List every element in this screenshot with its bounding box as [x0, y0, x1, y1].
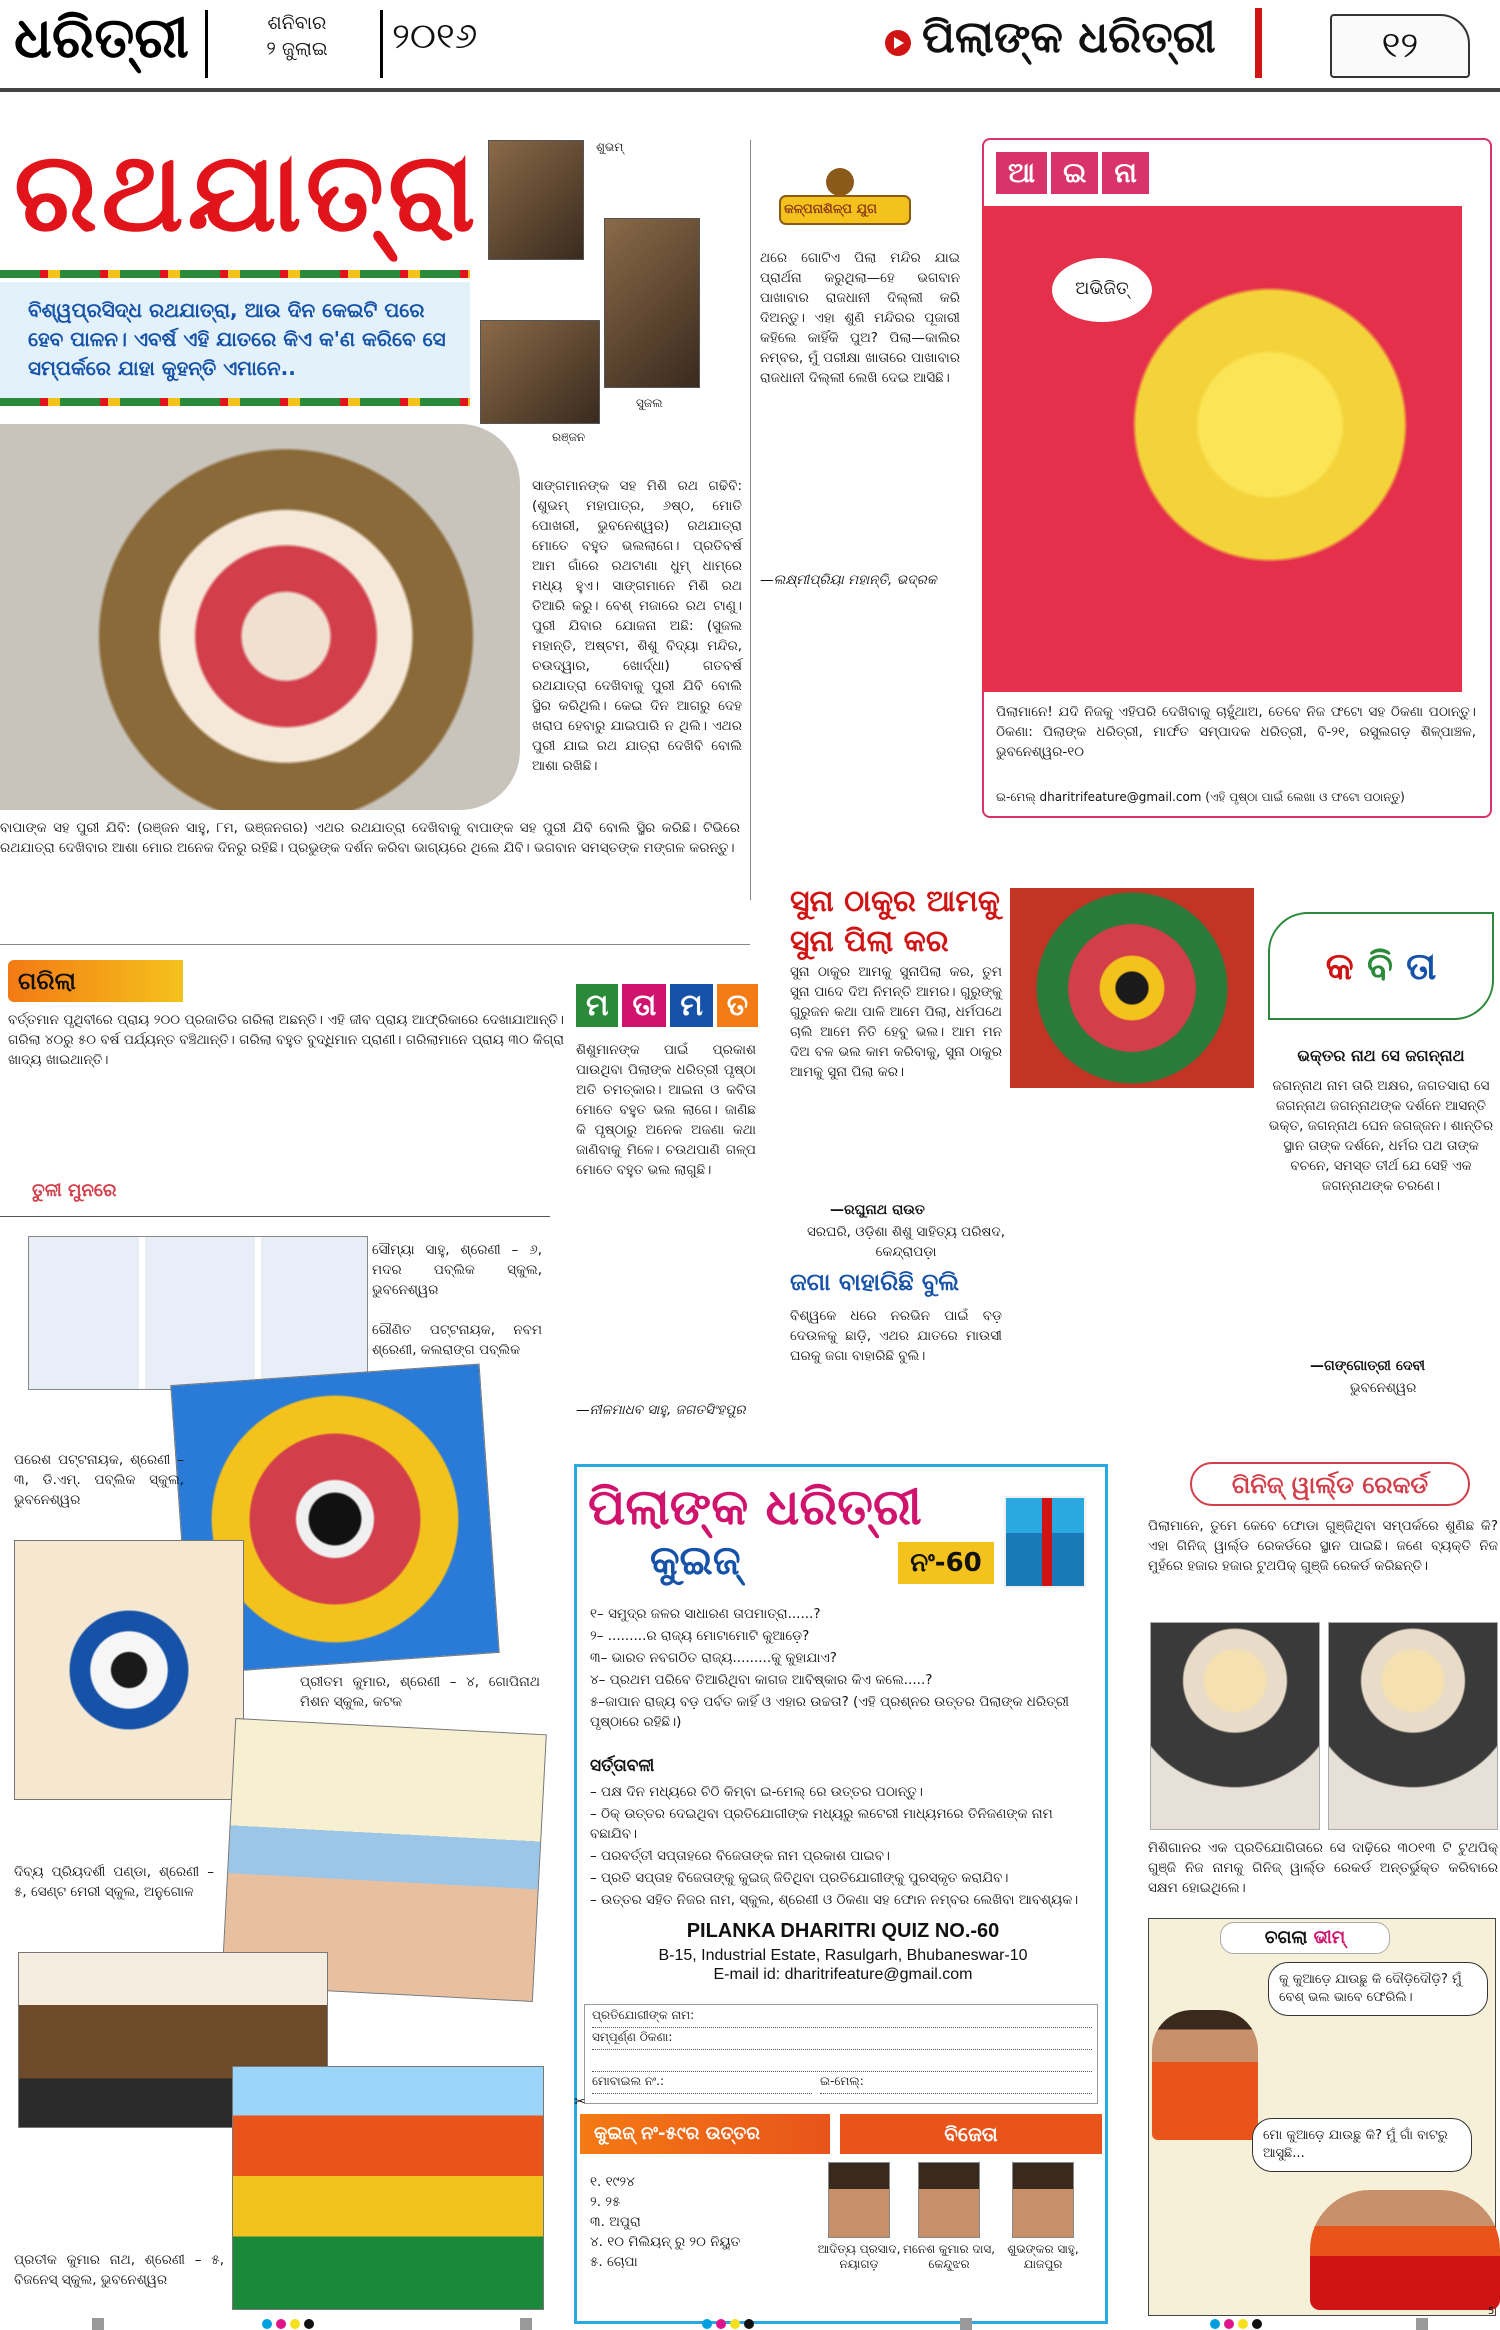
winner-heading: ବିଜେତା [840, 2114, 1102, 2154]
kabita-author-address: ଭୁବନେଶ୍ୱର [1350, 1380, 1417, 1396]
child-photo-ranjan [480, 320, 600, 424]
color-dot [276, 2319, 286, 2329]
jagannath-photo [1010, 888, 1254, 1088]
rath-photo [0, 424, 520, 810]
quiz-address-line: B-15, Industrial Estate, Rasulgarh, Bhubaneswar-10 [658, 1947, 1028, 1964]
matamata-letter: ତ [717, 984, 758, 1027]
photo-label: ଶୁଭମ୍ [596, 140, 624, 154]
aaina-child-name: ଅଭିଜିତ୍ [1052, 258, 1152, 322]
form-row-mobile[interactable]: ମୋବାଇଲ ନଂ.: [592, 2074, 812, 2094]
rathajatra-title: ରଥଯାତ୍ରା [14, 128, 480, 256]
guinness-text: ପିଲାମାନେ, ତୁମେ କେବେ ଫୋଡା ଗୁଞ୍ଜିଥିବା ସମ୍ପର୍କରେ ଶୁଣିଛ କି? ଏହା ଗିନିଜ୍ ୱାର୍ଲ୍ଡ ରେକର୍ଡରେ ସ୍ଥାନ ପାଇଛି। ଜଣେ ବ୍ୟକ୍ତି ନିଜ ମୁହଁରେ ହଜାର ହଜାର ଟୁଥପିକ୍ ଗୁଞ୍ଜି ରେକର୍ଡ କରିଛନ୍ତି। [1148, 1518, 1498, 1574]
paper-name: ଧରିତ୍ରୀ [14, 6, 189, 71]
speech-bubble: ମୋ କୁଆଡ଼େ ଯାଉଛୁ କି? ମୁଁ ଗାଁ ବାଟରୁ ଆସୁଛି... [1252, 2118, 1472, 2172]
quiz-subtitle: କୁଇଜ୍ [650, 1538, 741, 1584]
kabita-poem: ଜଗନ୍ନାଥ ନାମ ତାରି ଅକ୍ଷର, ଜଗତସାରା ସେ ଜଗନ୍ନାଥ ଜଗନ୍ନାଥଙ୍କ ଦର୍ଶନେ ଆସନ୍ତି ଭକ୍ତ, ଜଗନ୍ନାଥ ଘେନ ଜଗଜ୍ଜନ। ଶାନ୍ତିର ସ୍ଥାନ ତାଙ୍କ ଦର୍ଶନେ, ଧର୍ମର ପଥ ତାଙ୍କ ବଚନେ, ସମସ୍ତ ତୀର୍ଥ ଯେ ସେହି ଏକ ଜଗନ୍ନାଥଙ୍କ ଚରଣେ। [1268, 1078, 1494, 1194]
quiz-rule: – ପ୍ରତି ସପ୍ତାହ ବିଜେତାଙ୍କୁ କୁଇଜ୍ ଜିତିଥିବା ପ୍ରତିଯୋଗୀଙ୍କୁ ପୁରସ୍କୃତ କରାଯିବ। [590, 1870, 1009, 1886]
registration-mark [960, 2318, 972, 2330]
winner-photo [918, 2162, 980, 2238]
quiz-question: ୧– ସମୁଦ୍ର ଜଳର ସାଧାରଣ ତାପମାତ୍ରା......? [590, 1606, 821, 1622]
masthead-day-date [222, 10, 372, 62]
matamata-credit: —ନୀଳମାଧବ ସାହୁ, ଜଗତସିଂହପୁର [576, 1402, 746, 1418]
art-credit: ପ୍ରୀତମ କୁମାର, ଶ୍ରେଣୀ – ୪, ଗୋପିନାଥ ମିଶନ ସ୍କୁଲ, କଟକ [300, 1674, 540, 1710]
winner-name: ମନେଶ କୁମାର ଦାସ, କେନ୍ଦୁଝର [902, 2242, 996, 2271]
drawing-trinity [28, 1236, 368, 1390]
garila-heading: ଗରିଲା [8, 960, 183, 1002]
suna-author: —ରଘୁନାଥ ରାଉତ [830, 1202, 925, 1218]
column-divider [750, 140, 751, 900]
aaina-email: ଇ-ମେଲ୍ dharitrifeature@gmail.com (ଏହି ପୃଷ୍ଠା ପାଇଁ ଲେଖା ଓ ଫଟୋ ପଠାନ୍ତୁ) [996, 790, 1405, 804]
guinness-text-2: ମିଶିଗାନର ଏକ ପ୍ରତିଯୋଗିତାରେ ସେ ଦାଢ଼ିରେ ୩୦୧୩ ଟି ଟୁଥପିକ୍ ଗୁଞ୍ଜି ନିଜ ନାମକୁ ଗିନିଜ୍ ୱାର୍ଲ୍ଡ ରେକର୍ଡ ଅନ୍ତର୍ଭୁକ୍ତ କରିବାରେ ସକ୍ଷମ ହୋଇଥିଲେ। [1148, 1840, 1498, 1896]
color-dot [716, 2319, 726, 2329]
quiz-rule: – ଠିକ୍ ଉତ୍ତର ଦେଇଥିବା ପ୍ରତିଯୋଗୀଙ୍କ ମଧ୍ୟରୁ ଲଟେରୀ ମାଧ୍ୟମରେ ତିନିଜଣଙ୍କ ନାମ ବଛାଯିବ। [590, 1806, 1053, 1842]
masthead-date: ୨ ଜୁଲାଇ [266, 38, 328, 60]
intro-text: ବିଶ୍ୱପ୍ରସିଦ୍ଧ ରଥଯାତ୍ରା, ଆଉ ଦିନ କେଇଟି ପରେ ହେବ ପାଳନ। ଏବର୍ଷ ଏହି ଯାତରେ କିଏ କ'ଣ କରିବେ ସେ ସମ୍ପର୍କରେ ଯାହା କୁହନ୍ତି ଏମାନେ.. [28, 298, 446, 380]
kabita-letter: କ [1325, 944, 1354, 988]
gift-icon [1004, 1496, 1086, 1588]
color-dot [1210, 2319, 1220, 2329]
kalpana-logo-text: କଳ୍ପନାଶିଳ୍ପ ଯୁଗ [784, 202, 877, 217]
color-dot [1238, 2319, 1248, 2329]
kalpana-logo [770, 158, 920, 236]
quiz-question: ୩– ଭାରତ ନବଗଠିତ ରାଜ୍ୟ.........କୁ କୁହାଯାଏ? [590, 1650, 837, 1666]
decorative-ribbon [0, 398, 470, 406]
decorative-ribbon [0, 270, 470, 278]
page-number-badge: ୧୨ [1330, 14, 1470, 78]
quiz-answer: ୫. ଚୋପା [590, 2254, 638, 2270]
kalpana-credit: —ଲକ୍ଷ୍ମୀପ୍ରିୟା ମହାନ୍ତି, ଭଦ୍ରକ [760, 572, 937, 588]
art-credit: ପ୍ରତୀକ କୁମାର ନାଥ, ଶ୍ରେଣୀ – ୫, ବିଜନେସ୍ ସ୍କୁଲ, ଭୁବନେଶ୍ୱର [14, 2252, 224, 2288]
quiz-rule: – ଉତ୍ତର ସହିତ ନିଜର ନାମ, ସ୍କୁଲ, ଶ୍ରେଣୀ ଓ ଠିକଣା ସହ ଫୋନ ନମ୍ବର ଲେଖିବା ଆବଶ୍ୟକ। [590, 1892, 1079, 1908]
play-icon [885, 30, 911, 56]
winner-photo [828, 2162, 890, 2238]
section-divider [0, 944, 750, 945]
form-row-name[interactable]: ପ୍ରତିଯୋଗୀଙ୍କ ନାମ: [592, 2008, 1092, 2028]
kabita-poem-title: ଭକ୍ତର ନାଥ ସେ ଜଗନ୍ନାଥ [1297, 1046, 1465, 1065]
section-title: ପିଲାଙ୍କ ଧରିତ୍ରୀ [922, 12, 1216, 63]
quiz-answer: ୨. ୨୫ [590, 2194, 621, 2210]
scissors-icon: ✂ [574, 2094, 586, 2110]
color-dot [1224, 2319, 1234, 2329]
suna-heading: ସୁନା ଠାକୁର ଆମକୁ ସୁନା ପିଲା କର [790, 884, 1000, 959]
rathajatra-caption: ବାପାଙ୍କ ସହ ପୁରୀ ଯିବି: (ରଞ୍ଜନ ସାହୁ, ୮ମ, ଭଞ୍ଜନଗର) ଏଥର ରଥଯାତ୍ରା ଦେଖିବାକୁ ବାପାଙ୍କ ସହ ପୁରୀ ଯିବି ବୋଲି ସ୍ଥିର କରିଛି। ଟିଭିରେ ରଥଯାତ୍ରା ଦେଖିବାର ଆଶା ମୋର ଅନେକ ଦିନରୁ ରହିଛି। ପ୍ରଭୁଙ୍କ ଦର୍ଶନ କରିବା ଭାଗ୍ୟରେ ଥିଲେ ଯିବି। ଭଗବାନ ସମସ୍ତଙ୍କ ମଙ୍ଗଳ କରନ୍ତୁ। [0, 820, 740, 856]
kabita-heading [1268, 912, 1494, 1020]
winner-photo [1012, 2162, 1074, 2238]
matamata-text: ଶିଶୁମାନଙ୍କ ପାଇଁ ପ୍ରକାଶ ପାଉଥିବା ପିଲାଙ୍କ ଧରିତ୍ରୀ ପୃଷ୍ଠା ଅତି ଚମତ୍କାର। ଆଇନା ଓ କବିତା ମୋତେ ବହୁତ ଭଲ ଲାଗେ। ଜାଣିଛ କି ପୃଷ୍ଠାରୁ ଅନେକ ଅଜଣା କଥା ଜାଣିବାକୁ ମିଳେ। ଚଉଥପାଣି ଗଳ୍ପ ମୋତେ ବହୁତ ଭଲ ଲାଗୁଛି। [576, 1042, 756, 1178]
guinness-photo-front [1150, 1622, 1320, 1830]
art-credit: ରୌଣିତ ପଟ୍ଟନାୟକ, ନବମ ଶ୍ରେଣୀ, କଲରାଙ୍ଗ ପବ୍ଲିକ [372, 1322, 542, 1358]
comic-character-rider [1310, 2190, 1500, 2310]
art-credit: ସୌମ୍ୟା ସାହୁ, ଶ୍ରେଣୀ – ୬, ମଦର ପବ୍ଲିକ ସ୍କୁଲ, ଭୁବନେଶ୍ୱର [372, 1242, 542, 1298]
registration-mark [1416, 2318, 1428, 2330]
color-dot [290, 2319, 300, 2329]
jaga-poem: ବିଶ୍ୱକେ ଧରେ ନରଭିନ ପାଇଁ ବଡ଼ ଦେଉଳକୁ ଛାଡ଼ି, ଏଥର ଯାତରେ ମାଉସୀ ଘରକୁ ଜଗା ବାହାରିଛି ବୁଲି। [790, 1308, 1002, 1364]
color-dot [730, 2319, 740, 2329]
quiz-answer: ୧. ୧୯୨୪ [590, 2174, 635, 2190]
quiz-question: ୪– ପ୍ରଥମ ପରିବେ ତିଆରିଥିବା କାଗଜ ଆବିଷ୍କାର କିଏ କଲେ.....? [590, 1672, 933, 1688]
answer-heading: କୁଇଜ୍ ନଂ-୫୯ର ଉତ୍ତର [580, 2114, 830, 2154]
winner-name: ଶୁଭଙ୍କର ସାହୁ, ଯାଜପୁର [1007, 2242, 1079, 2271]
suna-author-address: ସରଘରି, ଓଡ଼ିଶା ଶିଶୁ ସାହିତ୍ୟ ପରିଷଦ, କେନ୍ଦ୍ରାପଡ଼ା [806, 1224, 1006, 1260]
matamata-letter: ମ [670, 984, 712, 1027]
masthead-year: ୨୦୧୬ [392, 16, 478, 57]
matamata-letter: ମ [576, 984, 618, 1027]
matamata-heading [576, 984, 762, 1027]
footer-page-number: 5 [1488, 2306, 1495, 2317]
quiz-number: ନଂ-60 [898, 1542, 994, 1584]
photo-label: ରଞ୍ଜନ [552, 430, 586, 444]
masthead-divider [380, 10, 383, 78]
aaina-heading-letter: ନା [1102, 152, 1149, 194]
winner-name: ଆଦିତ୍ୟ ପ୍ରସାଦ, ନୟାଗଡ଼ [817, 2242, 901, 2271]
color-dot [1252, 2319, 1262, 2329]
color-dot [262, 2319, 272, 2329]
quiz-question: ୨– .........ର ରାଜ୍ୟ ମୋଟାମୋଟି କୁଆଡ଼େ? [590, 1628, 810, 1644]
masthead-divider [205, 10, 208, 78]
speech-bubble: କୁ କୁଆଡ଼େ ଯାଉଛୁ କି ଦୌଡ଼ିଦୌଡ଼ି? ମୁଁ ବେଶ୍ ଭଲ ଭାବେ ଫେରିଲି। [1268, 1962, 1488, 2016]
photo-label: ସୁଜଲ [636, 396, 663, 410]
form-row-address[interactable]: ସମ୍ପୂର୍ଣ୍ଣ ଠିକଣା: [592, 2030, 1092, 2050]
child-photo-shubham [488, 140, 584, 260]
art-credit: ପରେଶ ପଟ୍ଟନାୟକ, ଶ୍ରେଣୀ – ୩, ଡି.ଏମ୍. ପବ୍ଲିକ ସ୍କୁଲ, ଭୁବନେଶ୍ୱର [14, 1452, 184, 1508]
masthead-day: ଶନିବାର [267, 12, 327, 34]
jaga-heading: ଜଗା ବାହାରିଛି ବୁଲି [790, 1268, 960, 1296]
aaina-heading [996, 152, 1153, 194]
guinness-heading: ଗିନିଜ୍ ୱାର୍ଲ୍ଡ ରେକର୍ଡ [1190, 1462, 1470, 1506]
drawing-jagannath-face [14, 1540, 244, 1800]
guinness-photo-side [1328, 1622, 1498, 1830]
comic-heading [1220, 1922, 1390, 1954]
quiz-rule: – ପକ୍ଷ ଦିନ ମଧ୍ୟରେ ଚିଠି କିମ୍ବା ଇ-ମେଲ୍ ରେ ଉତ୍ତର ପଠାନ୍ତୁ। [590, 1784, 923, 1800]
kabita-letter: ତା [1406, 944, 1437, 988]
kabita-author: —ଗଙ୍ଗୋତ୍ରୀ ଦେବୀ [1310, 1358, 1426, 1374]
garila-text: ବର୍ତ୍ତମାନ ପୃଥିବୀରେ ପ୍ରାୟ ୨୦୦ ପ୍ରଜାତିର ଗରିଲା ଅଛନ୍ତି। ଏହି ଜୀବ ପ୍ରାୟ ଆଫ୍ରିକାରେ ଦେଖାଯାଆନ୍ତି। ଗରିଲା ୪୦ରୁ ୫୦ ବର୍ଷ ପର୍ଯ୍ୟନ୍ତ ବଞ୍ଚିଥାନ୍ତି। ଗରିଲା ବହୁତ ବୁଦ୍ଧିମାନ ପ୍ରାଣୀ। ଗରିଲାମାନେ ପ୍ରାୟ ୩୦ କିଗ୍ରା ଖାଦ୍ୟ ଖାଇଥାନ୍ତି। [8, 1012, 564, 1068]
form-row-address-cont[interactable] [592, 2052, 1092, 2072]
quiz-answer: ୪. ୧୦ ମିଲିୟନ୍ ରୁ ୨୦ ନିୟୁତ [590, 2234, 741, 2250]
registration-mark [92, 2318, 104, 2330]
aaina-heading-letter: ଇ [1051, 152, 1098, 194]
kabita-letter: ବି [1366, 944, 1393, 988]
aaina-heading-letter: ଆ [996, 152, 1047, 194]
rathajatra-body: ସାଙ୍ଗମାନଙ୍କ ସହ ମିଶି ରଥ ଗଢିବି: (ଶୁଭମ୍ ମହାପାତ୍ର, ୬ଷ୍ଠ, ମୋତି ପୋଖରୀ, ଭୁବନେଶ୍ୱର) ରଥଯାତ୍ରା ମୋତେ ବହୁତ ଭଲଲାଗେ। ପ୍ରତିବର୍ଷ ଆମ ଗାଁରେ ରଥଟାଣା ଧୁମ୍ ଧାମ୍‌ରେ ମଧ୍ୟ ହୁଏ। ସାଙ୍ଗମାନେ ମିଶି ରଥ ତିଆରି କରୁ। ବେଶ୍ ମଜାରେ ରଥ ଟାଣୁ। ପୁରୀ ଯିବାର ଯୋଜନା ଅଛି: (ସୁଜଲ ମହାନ୍ତି, ଅଷ୍ଟମ, ଶିଶୁ ବିଦ୍ୟା ମନ୍ଦିର, ଚଉଦ୍ୱାର, ଖୋର୍ଦ୍ଧା) ଗତବର୍ଷ ରଥଯାତ୍ରା ଦେଖିବାକୁ ପୁରୀ ଯିବି ବୋଲି ସ୍ଥିର କରିଥିଲି। କେଇ ଦିନ ଆଗରୁ ଦେହ ଖରାପ ହେବାରୁ ଯାଇପାରି ନ ଥିଲି। ଏଥର ପୁରୀ ଯାଇ ରଥ ଯାତ୍ରା ଦେଖିବି ବୋଲି ଆଶା ରଖିଛି। [532, 478, 742, 774]
form-row-email[interactable]: ଇ-ମେଲ୍: [820, 2074, 1092, 2094]
kalpana-text: ଥରେ ଗୋଟିଏ ପିଲା ମନ୍ଦିର ଯାଇ ପ୍ରାର୍ଥନା କରୁଥିଲା—ହେ ଭଗବାନ ପାଖାବାର ରାଜଧାନୀ ଦିଲ୍ଲୀ କରି ଦିଅନ୍ତୁ। ଏହା ଶୁଣି ମନ୍ଦିରର ପୂଜାରୀ କହିଲେ କାହିଁକି ପୁଅ? ପିଲା—କାଲିର ନମ୍ବର, ମୁଁ ପରୀକ୍ଷା ଖାତାରେ ପାଖାବାର ରାଜଧାନୀ ଦିଲ୍ଲୀ ଲେଖି ଦେଇ ଆସିଛି। [760, 250, 960, 386]
aaina-description: ପିଲାମାନେ! ଯଦି ନିଜକୁ ଏହିପରି ଦେଖିବାକୁ ଚାହୁଁଥାଅ, ତେବେ ନିଜ ଫଟୋ ସହ ଠିକଣା ପଠାନ୍ତୁ। ଠିକଣା: ପିଲାଙ୍କ ଧରିତ୍ରୀ, ମାର୍ଫତ ସମ୍ପାଦକ ଧରିତ୍ରୀ, ବି-୨୧, ରସୁଲଗଡ଼ ଶିଳ୍ପାଞ୍ଚଳ, ଭୁବନେଶ୍ୱର-୧୦ [996, 704, 1476, 760]
masthead-red-bar [1255, 8, 1262, 78]
quiz-address-title: PILANKA DHARITRI QUIZ NO.-60 [686, 1920, 1000, 1942]
matamata-letter: ତା [622, 984, 666, 1027]
quiz-answer: ୩. ଅପୁରା [590, 2214, 641, 2230]
quiz-question: ୫–ଜାପାନ ରାଜ୍ୟ ବଡ଼ ପର୍ବତ କାହିଁ ଓ ଏହାର ଉଚ୍ଚତା? (ଏହି ପ୍ରଶ୍ନର ଉତ୍ତର ପିଲାଙ୍କ ଧରିତ୍ରୀ ପୃଷ୍ଠାରେ ରହିଛି।) [590, 1694, 1069, 1730]
quiz-rule: – ପରବର୍ତ୍ତୀ ସପ୍ତାହରେ ବିଜେତାଙ୍କ ନାମ ପ୍ରକାଶ ପାଇବ। [590, 1848, 890, 1864]
child-photo-sujal [604, 218, 700, 388]
comic-character-bhim [1152, 2010, 1258, 2140]
art-credit: ଦିବ୍ୟ ପ୍ରିୟଦର୍ଶୀ ପଣ୍ଡା, ଶ୍ରେଣୀ – ୫, ସେଣ୍ଟ ମେରୀ ସ୍କୁଲ, ଅନୁଗୋଳ [14, 1864, 214, 1900]
comic-heading-prefix: ଚଗଲା [1264, 1927, 1308, 1948]
registration-mark [520, 2318, 532, 2330]
quiz-address [588, 1946, 1098, 1984]
drawing-rath-festival [232, 2066, 544, 2310]
tulikare-heading: ତୁଳୀ ମୁନରେ [32, 1180, 117, 1201]
quiz-rules-heading: ସର୍ତ୍ତାବଳୀ [590, 1756, 655, 1776]
quiz-address-email: E-mail id: dharitrifeature@gmail.com [713, 1966, 973, 1983]
color-dot [744, 2319, 754, 2329]
color-dot [702, 2319, 712, 2329]
suna-poem: ସୁନା ଠାକୁର ଆମକୁ ସୁନାପିଲା କର, ତୁମ ସୁନା ପାଦେ ଦିଅ ନିମନ୍ତି ଆମର। ଗୁରୁଙ୍କୁ ଗୁରୁଜନ କଥା ପାଳି ଆମେ ପିଲା, ଧର୍ମପଥେ ଚାଲି ଆମେ ନିତି ହେବୁ ଭଲ। ଆମ ମନ ଦିଅ ବଳ ଭଲ କାମ କରିବାକୁ, ସୁନା ଠାକୁର ଆମକୁ ସୁନା ପିଲା କର। [790, 964, 1002, 1080]
color-dot [304, 2319, 314, 2329]
comic-heading-name: ଭୀମ୍ [1313, 1927, 1346, 1948]
quiz-title: ପିଲାଙ୍କ ଧରିତ୍ରୀ [588, 1478, 922, 1536]
